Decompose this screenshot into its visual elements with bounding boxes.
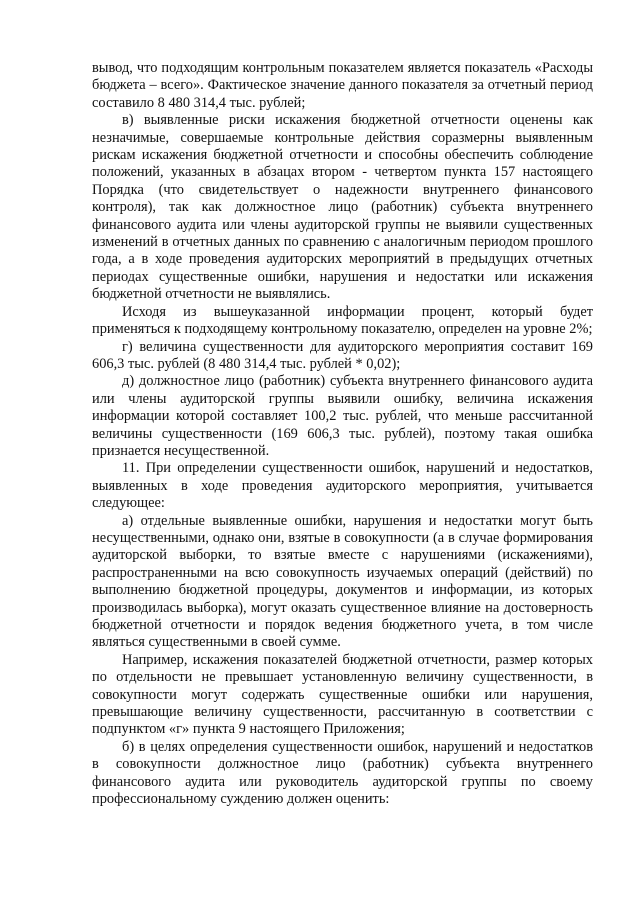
paragraph-item-b: б) в целях определения существенности ошибок, нарушений и недостатков в совокупности должностное лицо (работник) субъекта внутреннего финансового аудита или руководитель аудиторской группы по своему профессиональному суждению должен оценить:	[92, 738, 593, 808]
paragraph-example: Например, искажения показателей бюджетной отчетности, размер которых по отдельности не превышает установленную величину существенности, в совокупности могут содержать существенные ошибки или нарушения, превышающие величину существенности, рассчитанную в соответствии с подпунктом «г» пункта 9 настоящего Приложения;	[92, 651, 593, 738]
paragraph-point-11: 11. При определении существенности ошибок, нарушений и недостатков, выявленных в ходе проведения аудиторского мероприятия, учитывается следующее:	[92, 460, 593, 512]
paragraph-item-v: в) выявленные риски искажения бюджетной отчетности оценены как незначимые, совершаемые контрольные действия соразмерны выявленным рискам искажения бюджетной отчетности и способны обеспечить соблюдение положений, указанных в абзацах втором - четвертом пункта 157 настоящего Порядка (что свидетельствует о надежности внутреннего финансового контроля), так как должностное лицо (работник) субъекта внутреннего финансового аудита или члены аудиторской группы не выявили существенных изменений в отчетных данных по сравнению с аналогичным периодом прошлого года, а в ходе проведения аудиторских мероприятий в предыдущих отчетных периодах существенные ошибки, нарушения и недостатки или искажения бюджетной отчетности не выявлялись.	[92, 112, 593, 303]
document-body	[92, 60, 593, 808]
paragraph-item-d: д) должностное лицо (работник) субъекта внутреннего финансового аудита или члены аудиторской группы выявили ошибку, величина искажения информации которой составляет 100,2 тыс. рублей, что меньше рассчитанной величины существенности (169 606,3 тыс. рублей), поэтому такая ошибка признается несущественной.	[92, 373, 593, 459]
paragraph-percent: Исходя из вышеуказанной информации процент, который будет применяться к подходящему контрольному показателю, определен на уровне 2%;	[92, 303, 593, 338]
paragraph-item-a: а) отдельные выявленные ошибки, нарушения и недостатки могут быть несущественными, однако они, взятые в совокупности (а в случае формирования аудиторской выборки, то взятые вместе с нарушениями (искажениями), распространенными на всю совокупность изучаемых операций (действий) по выполнению бюджетной процедуры, документов и информации, из которых производилась выборка), могут оказать существенное влияние на достоверность бюджетной отчетности и порядок ведения бюджетного учета, в том числе являться существенными в своей сумме.	[92, 512, 593, 651]
paragraph-item-g: г) величина существенности для аудиторского мероприятия составит 169 606,3 тыс. рублей (8 480 314,4 тыс. рублей * 0,02);	[92, 338, 593, 372]
paragraph-conclusion: вывод, что подходящим контрольным показателем является показатель «Расходы бюджета – всего». Фактическое значение данного показателя за отчетный период составило 8 480 314,4 тыс. рублей;	[92, 60, 593, 111]
